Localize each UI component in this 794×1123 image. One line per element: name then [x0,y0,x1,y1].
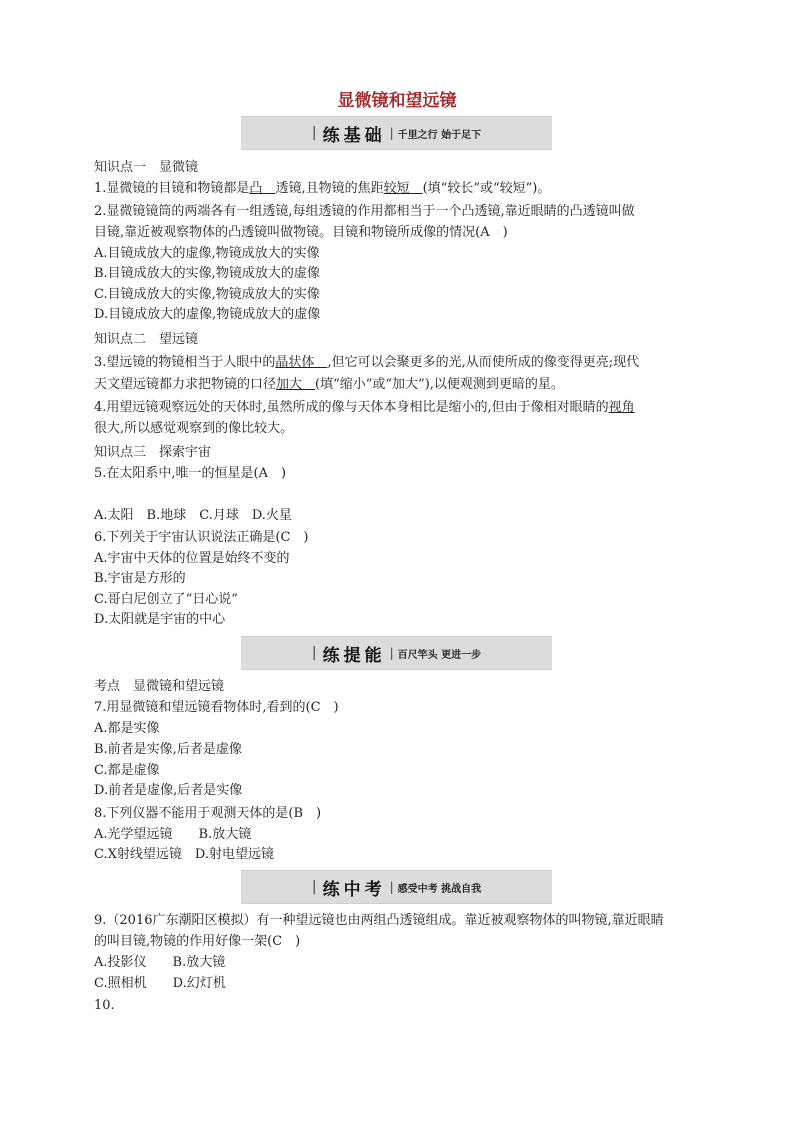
q7-option-a: A.都是实像 [94,721,160,736]
q7-option-b: B.前者是实像,后者是虚像 [94,742,242,757]
q3-text-c: ,但它可以会聚更多的光,从而使所成的像变得更亮;现代 [327,355,640,370]
q1-blank [262,181,275,196]
q3-answer-1: 晶状体 [275,355,315,370]
q6-option-c: C.哥白尼创立了“日心说” [94,592,238,607]
q1-answer-2: 较短 [383,181,410,196]
q4-answer: 视角 [608,400,635,415]
banner-exam-title: 练中考 [322,879,386,900]
q1-answer-1: 凸 [249,181,263,196]
q5-options: A.太阳 B.地球 C.月球 D.火星 [94,508,292,523]
q1-text-a: 1.显微镜的目镜和物镜都是 [94,181,250,196]
q4-text-a: 4.用望远镜观察远处的天体时,虽然所成的像与天体本身相比是缩小的,但由于像相对眼睛的 [94,400,609,415]
banner-basic [241,116,552,150]
q7-option-d: D.前者是虚像,后者是实像 [94,783,243,798]
knowledge-point-2-heading: 知识点二 望远镜 [94,332,199,347]
question-9-line-2: 的叫目镜,物镜的作用好像一架(C ) [94,934,301,949]
question-10: 10. [94,998,115,1013]
q9-options-line-1: A.投影仪 B.放大镜 [94,955,226,970]
q8-options-line-2: C.X射线望远镜 D.射电望远镜 [94,847,274,862]
q2-option-d: D.目镜成放大的虚像,物镜成放大的虚像 [94,307,321,322]
q3-answer-2: 加大 [276,377,303,392]
page-title: 显微镜和望远镜 [337,91,457,111]
q6-option-a: A.宇宙中天体的位置是始终不变的 [94,551,290,566]
question-9-line-1: 9.（2016广东潮阳区模拟）有一种望远镜也由两组凸透镜组成。靠近被观察物体的叫物镜,靠近眼睛 [94,913,664,928]
knowledge-point-3-heading: 知识点三 探索宇宙 [94,445,212,460]
banner-separator: | [389,646,394,660]
question-2-line-1: 2.显微镜镜筒的两端各有一组透镜,每组透镜的作用都相当于一个凸透镜,靠近眼睛的凸透镜叫做 [94,204,635,219]
banner-skill-title: 练提能 [322,645,386,666]
question-6: 6.下列关于宇宙认识说法正确是(C ) [94,530,309,545]
banner-bar: | [311,125,317,141]
banner-skill [241,636,552,670]
q3-blank [314,355,327,370]
q7-option-c: C.都是虚像 [94,763,160,778]
banner-exam [241,870,552,904]
banner-basic-subtitle: 千里之行 始于足下 [397,129,482,141]
q2-option-c: C.目镜成放大的实像,物镜成放大的实像 [94,287,320,302]
q9-options-line-2: C.照相机 D.幻灯机 [94,976,226,991]
question-3-line-1 [94,353,639,373]
question-5: 5.在太阳系中,唯一的恒星是(A ) [94,466,287,481]
banner-exam-subtitle: 感受中考 挑战自我 [397,883,482,895]
q1-text-d: (填“较长”或“较短”)。 [422,181,551,196]
q6-option-d: D.太阳就是宇宙的中心 [94,612,226,627]
question-7: 7.用显微镜和望远镜看物体时,看到的(C ) [94,700,339,715]
q1-blank [410,181,423,196]
question-4-line-2: 很大,所以感觉观察到的像比较大。 [94,421,294,436]
q1-text-c: 透镜,且物镜的焦距 [275,181,384,196]
q3-text-d: 天文望远镜都力求把物镜的口径 [94,377,277,392]
exam-point-heading: 考点 显微镜和望远镜 [94,679,225,694]
q3-text-e: (填“缩小”或“加大”),以便观测到更暗的星。 [315,377,564,392]
banner-bar: | [311,645,317,661]
q3-blank [302,377,315,392]
banner-separator: | [389,880,394,894]
question-3-line-2 [94,375,564,395]
q8-options-line-1: A.光学望远镜 B.放大镜 [94,827,252,842]
question-2-line-2: 目镜,靠近被观察物体的凸透镜叫做物镜。目镜和物镜所成像的情况(A ) [94,225,508,240]
q2-option-a: A.目镜成放大的虚像,物镜成放大的实像 [94,246,320,261]
banner-bar: | [311,879,317,895]
q6-option-b: B.宇宙是方形的 [94,571,186,586]
q2-option-b: B.目镜成放大的实像,物镜成放大的虚像 [94,266,320,281]
q3-text-a: 3.望远镜的物镜相当于人眼中的 [94,355,276,370]
banner-basic-title: 练基础 [322,125,386,146]
question-1 [94,179,550,199]
question-8: 8.下列仪器不能用于观测天体的是(B ) [94,806,322,821]
question-4-line-1 [94,398,635,418]
knowledge-point-1-heading: 知识点一 显微镜 [94,160,199,175]
banner-skill-subtitle: 百尺竿头 更进一步 [397,649,482,661]
banner-separator: | [389,126,394,140]
